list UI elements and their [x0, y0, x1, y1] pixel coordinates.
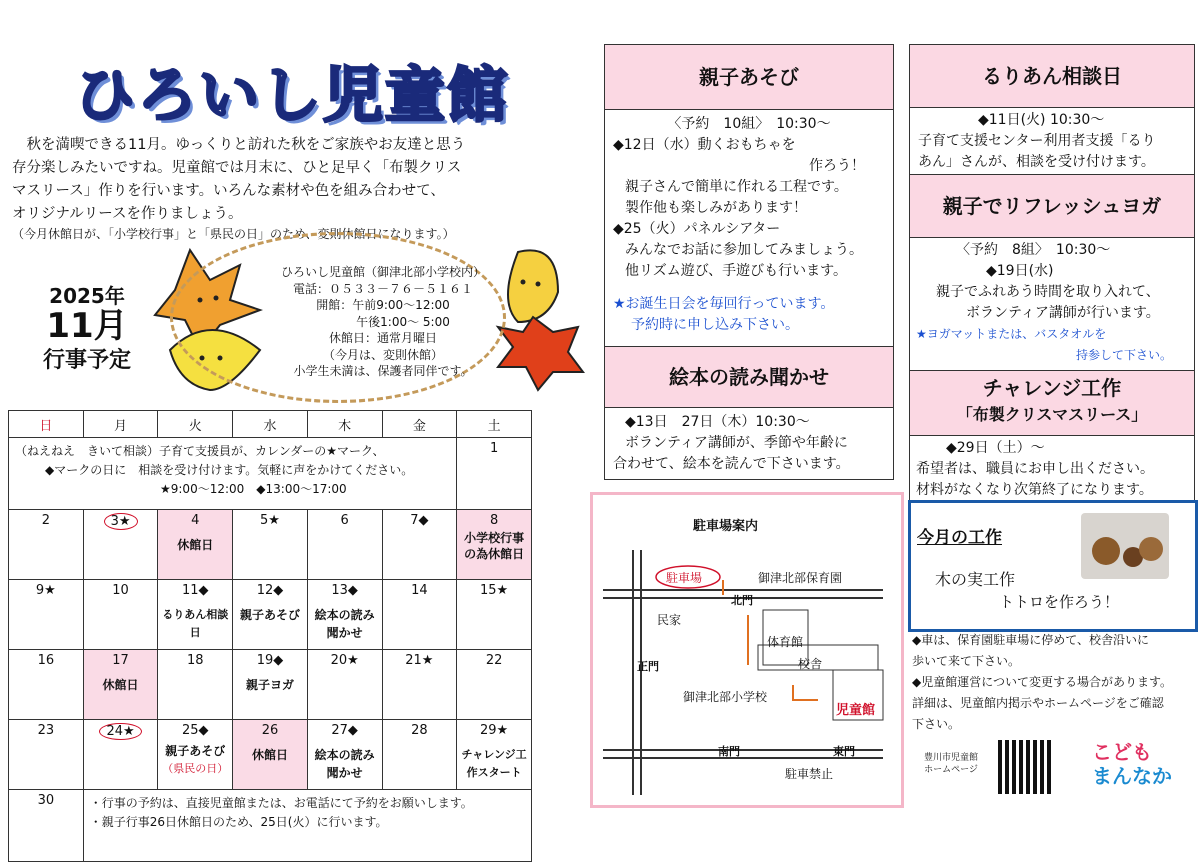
day-cell: 30	[9, 790, 84, 862]
day-cell: 8 小学校行事の為休館日	[457, 510, 532, 580]
weekday-header: 金	[382, 411, 457, 438]
day-cell: 13◆ 絵本の読み聞かせ	[307, 580, 382, 650]
day-cell: 25◆ 親子あそび （県民の日）	[158, 720, 233, 790]
challenge-title: チャレンジ工作 「布製クリスマスリース」	[910, 371, 1194, 436]
day-cell: 19◆ 親子ヨガ	[233, 650, 308, 720]
kodomo-mannaka-logo: こども まんなか	[1092, 740, 1172, 788]
weekday-header: 火	[158, 411, 233, 438]
footer-notes: ◆車は、保育園駐車場に停めて、校舎沿いに 歩いて来て下さい。 ◆児童館運営について変更する場合があります。 詳細は、児童館内掲示やホームページをご確認 下さい。	[912, 633, 1173, 731]
day-cell: 7◆	[382, 510, 457, 580]
oyako-asobi-box: 親子あそび 〈予約 10組〉 10:30～ ◆12日（水）動くおもちゃを 作ろう！ 親子さんで簡単に作れる工程です。 製作他も楽しみがあります！ ◆25（火）パネルシアター みんなでお話に参加してみましょう。 他リズム遊び、手遊びも行います。 ★お誕生日会を毎回行っています。 予約時に申し込み下さい。	[604, 44, 894, 348]
day-cell: 20★	[307, 650, 382, 720]
oyako-asobi-title: 親子あそび	[605, 45, 893, 110]
event-calendar	[8, 410, 532, 862]
consultation-note: （ねえねえ きいて相談）子育て支援員が、カレンダーの★マーク、 ◆マークの日に 相談を受け付けます。気軽に声をかけてください。 ★9:00～12:00 ◆13:00～17:00	[9, 438, 457, 510]
qr-caption: 豊川市児童館 ホームページ	[923, 753, 978, 775]
weekday-header: 月	[83, 411, 158, 438]
yoga-box: 親子でリフレッシュヨガ 〈予約 8組〉 10:30～ ◆19日(水) 親子でふれあう時間を取り入れて、 ボランティア講師が行います。 ★ヨガマットまたは、バスタオルを 持参して下さい。	[909, 174, 1195, 372]
day-cell: 17 休館日	[83, 650, 158, 720]
ruri-title: るりあん相談日	[910, 45, 1194, 108]
day-cell: 26 休館日	[233, 720, 308, 790]
challenge-box: チャレンジ工作 「布製クリスマスリース」 ◆29日（土）～ 希望者は、職員にお申し出ください。 材料がなくなり次第終了になります。	[909, 370, 1195, 502]
day-cell: 28	[382, 720, 457, 790]
intro-text: 秋を満喫できる11月。ゆっくりと訪れた秋をご家族やお友達と思う 存分楽しみたいですね。児童館では月末に、ひと足早く「布製クリス マスリース」作りを行います。いろんな素材や色を組み合わせて、 オリジナルリースを作りましょう。 （今月休館日が、「小学校行事」と「県民の日」のため、変則休館日になります。）	[12, 134, 532, 244]
day-cell: 2	[9, 510, 84, 580]
weekday-header: 日	[9, 411, 84, 438]
month-label: 2025年 11月 行事予定	[42, 284, 131, 373]
closure-note: （今月休館日が、「小学校行事」と「県民の日」のため、変則休館日になります。）	[12, 227, 455, 241]
facility-info: ひろいし児童館（御津北部小学校内） 電話：０５３３－７６－５１６１ 開館：午前9:00～12:00 午後1:00～ 5:00 休館日：通常月曜日 （今月は、変則休館） 小学生未満は、保護者同伴です。	[280, 265, 485, 378]
day-cell: 6	[307, 510, 382, 580]
day-cell: 12◆ 親子あそび	[233, 580, 308, 650]
qr-code[interactable]	[998, 740, 1052, 794]
calendar-bottom-notes: ・行事の予約は、直接児童館または、お電話にて予約をお願いします。 ・親子行事26日休館日のため、25日(火）に行います。	[83, 790, 531, 862]
day-cell: 22	[457, 650, 532, 720]
ruri-box: るりあん相談日 ◆11日(火) 10:30～ 子育て支援センター利用者支援「るり あん」さんが、相談を受け付けます。	[909, 44, 1195, 176]
day-cell: 9★	[9, 580, 84, 650]
day-cell: 23	[9, 720, 84, 790]
weekday-header: 土	[457, 411, 532, 438]
craft-photo	[1081, 513, 1169, 579]
day-cell: 14	[382, 580, 457, 650]
day-cell: 3★	[83, 510, 158, 580]
weekday-header: 木	[307, 411, 382, 438]
day-cell: 11◆ るりあん相談日	[158, 580, 233, 650]
parking-map: 駐車場案内 駐車場 御津北部保育園 北門 民家 体育館 校舎 正門 御津北部小学校 児童館 南門 東門 駐車禁止	[590, 492, 904, 808]
day-cell: 16	[9, 650, 84, 720]
yoga-title: 親子でリフレッシュヨガ	[910, 175, 1194, 238]
day-cell: 27◆ 絵本の読み聞かせ	[307, 720, 382, 790]
ehon-title: 絵本の読み聞かせ	[605, 347, 893, 408]
day-cell: 10	[83, 580, 158, 650]
day-cell: 29★ チャレンジ工作スタート	[457, 720, 532, 790]
page-title: ひろいし児童館	[75, 61, 509, 131]
monthly-craft-box: 今月の工作 木の実工作 トトロを作ろう！	[908, 500, 1198, 632]
day-cell: 24★	[83, 720, 158, 790]
day-cell: 1	[457, 438, 532, 510]
day-cell: 18	[158, 650, 233, 720]
day-cell: 21★	[382, 650, 457, 720]
day-cell: 15★	[457, 580, 532, 650]
day-cell: 5★	[233, 510, 308, 580]
ehon-box: 絵本の読み聞かせ ◆13日 27日（木）10:30～ ボランティア講師が、季節や年齢に 合わせて、絵本を読んで下さいます。	[604, 346, 894, 480]
day-cell: 4 休館日	[158, 510, 233, 580]
weekday-header: 水	[233, 411, 308, 438]
